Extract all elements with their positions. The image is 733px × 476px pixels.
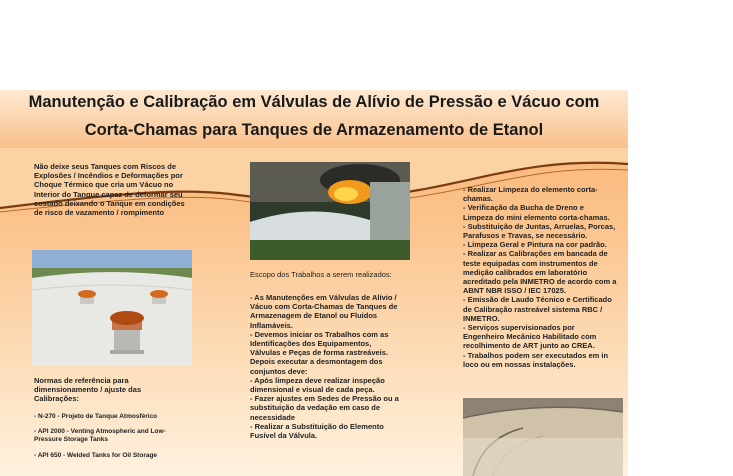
reference-item: - N-270 - Projeto de Tanque Atmosférico bbox=[34, 413, 158, 420]
references-heading: Normas de referência para dimensionamento / ajuste das Calibrações: bbox=[34, 376, 142, 404]
tank-fire-photo bbox=[250, 162, 410, 260]
services-list: - Realizar Limpeza do elemento corta- chamas. - Verificação da Bucha de Dreno e Limpeza do mini elemento corta-chamas. - Substituição de Juntas, Arruelas, Porcas, Parafusos e Travas, se necessário. - Limpeza Geral e Pintura na cor padrão. - Realizar as Calibrações em bancada de teste equipadas com instrumentos de medição calibrados em laboratório acreditado pela INMETRO de acordo com a ABNT NBR ISSO / IEC 17025. - Emissão de Laudo Técnico e Certificado de Calibração rastreável sistema RBC / INMETRO. - Serviços supervisionados por Engenheiro Mecânico Habilitado com recolhimento de ART junto ao CREA. - Trabalhos podem ser executados em in loco ou em nossas instalações. bbox=[463, 185, 617, 369]
scope-heading: Escopo dos Trabalhos a serem realizados: bbox=[250, 270, 392, 279]
reference-item: - API 650 - Welded Tanks for Oil Storage bbox=[34, 452, 158, 459]
title-line-1: Manutenção e Calibração em Válvulas de Alívio de Pressão e Vácuo com bbox=[28, 93, 600, 111]
tank-roof-valves-photo bbox=[32, 250, 192, 366]
intro-text: Não deixe seus Tanques com Riscos de Explosões / Incêndios e Deformações por Choque Térmico que cria um Vácuo no Interior do Tanque capaz de deformar seu costado deixando o Tanque em condições de risco de vazamento / rompimento bbox=[34, 162, 185, 218]
flyer bbox=[0, 90, 628, 476]
title-band bbox=[0, 90, 628, 148]
reference-item: - API 2000 - Venting Atmospheric and Low- Pressure Storage Tanks bbox=[34, 428, 166, 443]
title-line-2: Corta-Chamas para Tanques de Armazenamento de Etanol bbox=[84, 121, 544, 139]
tank-interior-photo bbox=[463, 398, 623, 476]
scope-body: - As Manutenções em Válvulas de Alívio / Vácuo com Corta-Chamas de Tanques de Armazenagem de Etanol ou Fluidos Inflamáveis. - Devemos iniciar os Trabalhos com as Identificações dos Equipamentos, Válvulas e Peças de forma rastreáveis. Depois executar a desmontagem dos conjuntos deve: - Após limpeza deve realizar inspeção dimensional e visual de cada peça. - Fazer ajustes em Sedes de Pressão ou a substituição da vedação em caso de necessidade - Realizar a Substituição do Elemento Fusível da Válvula. bbox=[250, 293, 399, 441]
